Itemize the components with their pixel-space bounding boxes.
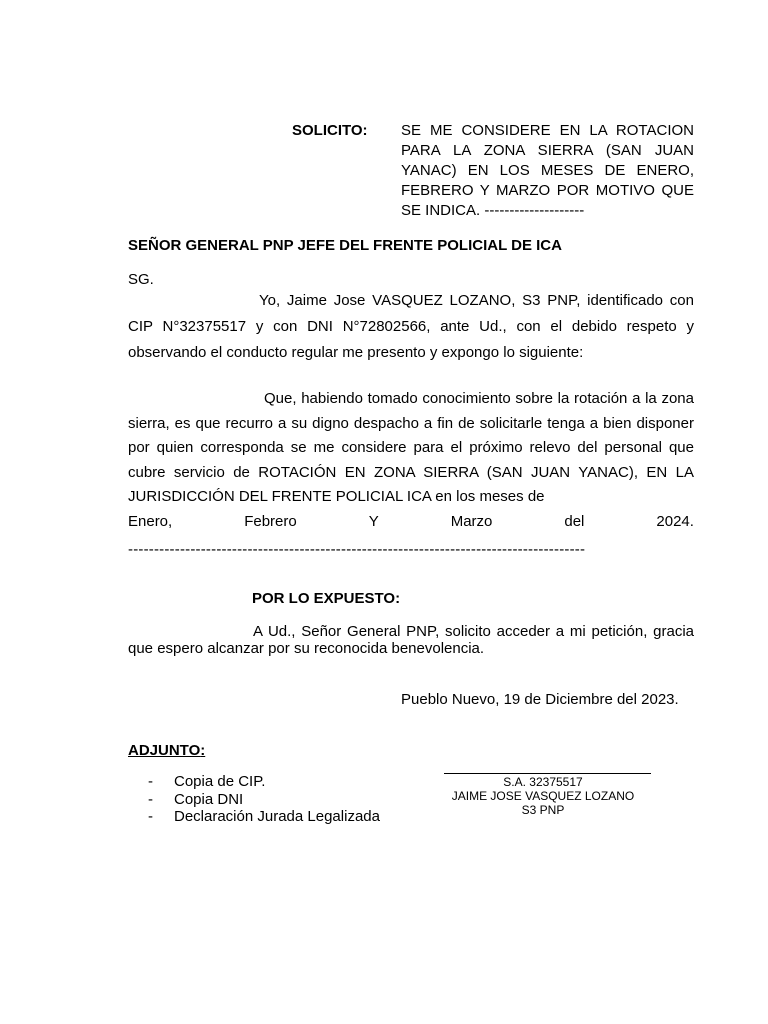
por-lo-expuesto-heading: POR LO EXPUESTO: (252, 590, 401, 607)
closing-paragraph-text: A Ud., Señor General PNP, solicito acceder a mi petición, gracia que espero alcanzar por su reconocida benevolencia. (128, 623, 694, 657)
separator-line: ---------------------------------------------------------------------------------------- (128, 541, 586, 558)
bullet: - (148, 773, 153, 790)
signature-code: S.A. 32375517 (503, 775, 583, 789)
addressee-heading: SEÑOR GENERAL PNP JEFE DEL FRENTE POLICIAL DE ICA (128, 237, 562, 254)
body-word: Enero, (128, 512, 173, 530)
intro-paragraph (128, 288, 694, 366)
body-word: Y (368, 512, 379, 530)
adjunto-colon: : (200, 742, 206, 759)
adjunto-label: ADJUNTO (128, 742, 201, 759)
place-date: Pueblo Nuevo, 19 de Diciembre del 2023. (401, 691, 679, 708)
list-item (148, 773, 380, 791)
attachment-label: Declaración Jurada Legalizada (174, 808, 380, 825)
solicito-label: SOLICITO: (292, 122, 368, 139)
body-word: 2024. (656, 512, 694, 530)
body-paragraph-text: Que, habiendo tomado conocimiento sobre la rotación a la zona sierra, es que recurro a su digno despacho a fin de solicitarle tenga a bien disponer por quien corresponda se me considere para el próximo relevo del personal que cubre servicio de ROTACIÓN EN ZONA SIERRA (SAN JUAN YANAC), EN LA JURISDICCIÓN DEL FRENTE POLICIAL ICA en los meses de (128, 390, 694, 505)
bullet: - (148, 790, 153, 808)
attachment-label: Copia DNI (174, 790, 244, 808)
signature-line (444, 773, 651, 774)
bullet: - (148, 808, 153, 825)
attachment-label: Copia de CIP. (174, 773, 266, 790)
list-item (148, 791, 380, 809)
adjunto-heading (128, 741, 205, 761)
body-last-line (128, 510, 694, 535)
signature-block (440, 775, 646, 817)
body-paragraph-main (128, 387, 694, 510)
intro-paragraph-text: Yo, Jaime Jose VASQUEZ LOZANO, S3 PNP, identificado con CIP N°32375517 y con DNI N°72802566, ante Ud., con el debido respeto y observando el conducto regular me presento y expongo lo siguiente: (128, 292, 694, 361)
signature-name: JAIME JOSE VASQUEZ LOZANO (451, 789, 635, 803)
closing-paragraph (128, 623, 694, 657)
body-paragraph (128, 387, 694, 534)
body-word: del (564, 512, 585, 530)
attachment-list (148, 773, 380, 826)
body-word: Febrero (244, 512, 297, 530)
list-item (148, 808, 380, 826)
salutation: SG. (128, 271, 154, 288)
solicito-text: SE ME CONSIDERE EN LA ROTACION PARA LA ZONA SIERRA (SAN JUAN YANAC) EN LOS MESES DE ENERO, FEBRERO Y MARZO POR MOTIVO QUE SE INDICA. -------------------- (401, 122, 694, 219)
body-word: Marzo (450, 512, 493, 530)
signature-rank: S3 PNP (521, 803, 565, 817)
